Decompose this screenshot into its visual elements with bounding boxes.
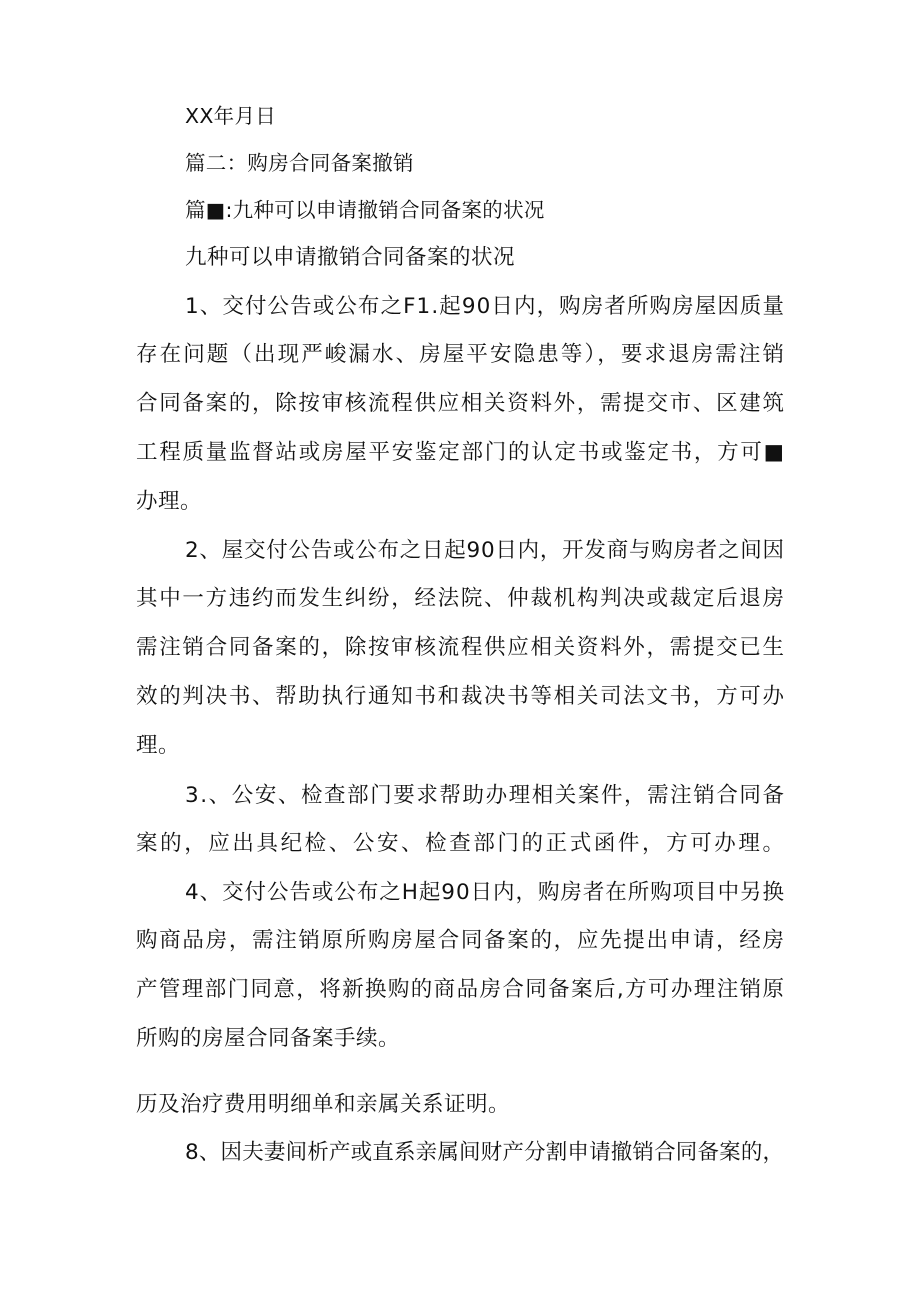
paragraph-4-line-4: 所购的房屋合同备案手续。 bbox=[136, 1026, 401, 1051]
paragraph-4-line-2: 购商品房，需注销原所购房屋合同备案的，应先提出申请，经房 bbox=[136, 928, 786, 953]
paragraph-3-line-1: 3.、公安、检查部门要求帮助办理相关案件，需注销合同备 bbox=[185, 783, 786, 808]
paragraph-1-line-2: 存在问题（出现严峻漏水、房屋平安隐患等），要求退房需注销 bbox=[136, 342, 787, 367]
paragraph-2-line-2: 其中一方违约而发生纠纷，经法院、仲裁机构判决或裁定后退房 bbox=[136, 586, 786, 611]
paragraph-1-line-3: 合同备案的，除按审核流程供应相关资料外，需提交市、区建筑 bbox=[136, 391, 786, 416]
paragraph-4-line-1: 4、交付公告或公布之H起90日内，购房者在所购项目中另换 bbox=[185, 880, 785, 905]
paragraph-1-line-1: 1、交付公告或公布之F1.起90日内，购房者所购房屋因质量 bbox=[185, 294, 786, 319]
paragraph-2-line-4: 效的判决书、帮助执行通知书和裁决书等相关司法文书，方可办 bbox=[136, 684, 786, 709]
paragraph-2-line-3: 需注销合同备案的，除按审核流程供应相关资料外，需提交已生 bbox=[136, 635, 786, 660]
paragraph-1-line-4: 工程质量监督站或房屋平安鉴定部门的认定书或鉴定书，方可■ bbox=[136, 440, 786, 465]
paragraph-1-line-5: 办理。 bbox=[136, 489, 203, 514]
paragraph-3-line-2: 案的，应出具纪检、公安、检查部门的正式函件，方可办理。 bbox=[136, 831, 787, 856]
section-heading-2: 篇二：购房合同备案撤销 bbox=[185, 151, 414, 175]
paragraph-8-line-1: 8、因夫妻间析产或直系亲属间财产分割申请撤销合同备案的， bbox=[185, 1140, 785, 1165]
section-heading-3: 篇■:九种可以申请撤销合同备案的状况 bbox=[185, 198, 545, 222]
paragraph-2-line-1: 2、屋交付公告或公布之日起90日内，开发商与购房者之间因 bbox=[185, 538, 785, 563]
fragment-line: 历及治疗费用明细单和亲属关系证明。 bbox=[136, 1092, 511, 1117]
document-subtitle: 九种可以申请撤销合同备案的状况 bbox=[185, 245, 516, 270]
paragraph-2-line-5: 理。 bbox=[136, 733, 181, 758]
paragraph-4-line-3: 产管理部门同意，将新换购的商品房合同备案后,方可办理注销原 bbox=[136, 977, 786, 1002]
date-line: XX年月日 bbox=[185, 104, 277, 128]
